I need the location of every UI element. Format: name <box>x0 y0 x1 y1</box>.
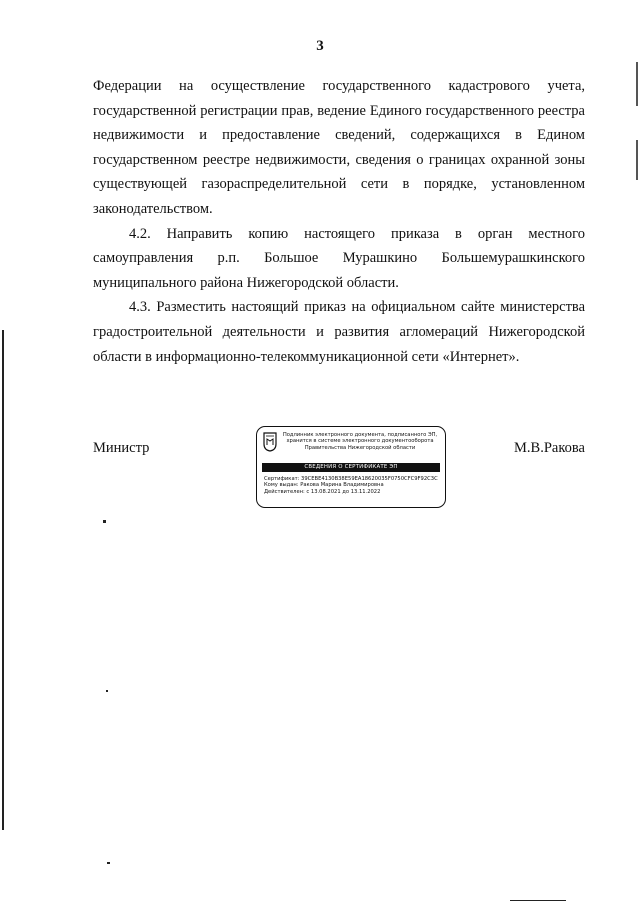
text-line: области в информационно-телекоммуникационной сети «Интернет». <box>93 348 520 365</box>
text-line: существующей газораспределительной сети в порядке, установленном <box>93 176 585 193</box>
scan-speck <box>103 520 106 523</box>
stamp-validity: Действителен: с 13.08.2021 до 13.11.2022 <box>264 488 381 495</box>
stamp-certificate: Сертификат: 39CEBE4130B38E59EA18620035F0750CFC9F92C3C <box>264 476 438 482</box>
signer-name: М.В.Ракова <box>514 440 585 456</box>
text-line: градостроительной деятельности и развития агломераций Нижегородской <box>93 323 585 340</box>
stamp-details <box>264 476 442 495</box>
scan-speck <box>510 900 566 901</box>
text-line: 4.2. Направить копию настоящего приказа в орган местного <box>129 225 585 242</box>
page-number: 3 <box>316 38 324 54</box>
paragraph-4-3 <box>93 295 585 369</box>
text-line: государственной регистрации прав, ведение Единого государственного реестра <box>93 102 585 119</box>
stamp-header <box>279 432 441 451</box>
text-line: Федерации на осуществление государственного кадастрового учета, <box>93 78 585 94</box>
coat-of-arms-icon <box>263 432 277 452</box>
scan-edge-line <box>2 330 4 830</box>
signer-title: Министр <box>93 440 150 456</box>
text-line: 4.3. Разместить настоящий приказ на официальном сайте министерства <box>129 299 585 316</box>
text-line: законодательством. <box>93 200 213 217</box>
stamp-issued-to: Кому выдан: Ракова Марина Владимировна <box>264 482 384 489</box>
scan-speck <box>107 862 110 864</box>
body-text <box>93 74 585 369</box>
paragraph-cadastral <box>93 74 585 222</box>
text-line: государственном реестре недвижимости, сведения о границах охранной зоны <box>93 151 585 168</box>
text-line: муниципального района Нижегородской области. <box>93 274 399 291</box>
stamp-certificate-bar: СВЕДЕНИЯ О СЕРТИФИКАТЕ ЭП <box>262 463 440 472</box>
stamp-header-line: Правительства Нижегородской области <box>304 444 416 451</box>
paragraph-4-2 <box>93 222 585 296</box>
scan-speck <box>106 690 108 692</box>
stamp-header-line: хранится в системе электронного документооборота <box>286 438 434 445</box>
electronic-signature-stamp <box>256 426 446 508</box>
scan-edge-mark <box>636 140 638 180</box>
scan-edge-mark <box>636 62 638 106</box>
stamp-header-line: Подлинник электронного документа, подписанного ЭП, <box>282 432 438 438</box>
text-line: самоуправления р.п. Большое Мурашкино Большемурашкинского <box>93 250 585 267</box>
text-line: недвижимости и предоставление сведений, содержащихся в Едином <box>93 127 585 144</box>
